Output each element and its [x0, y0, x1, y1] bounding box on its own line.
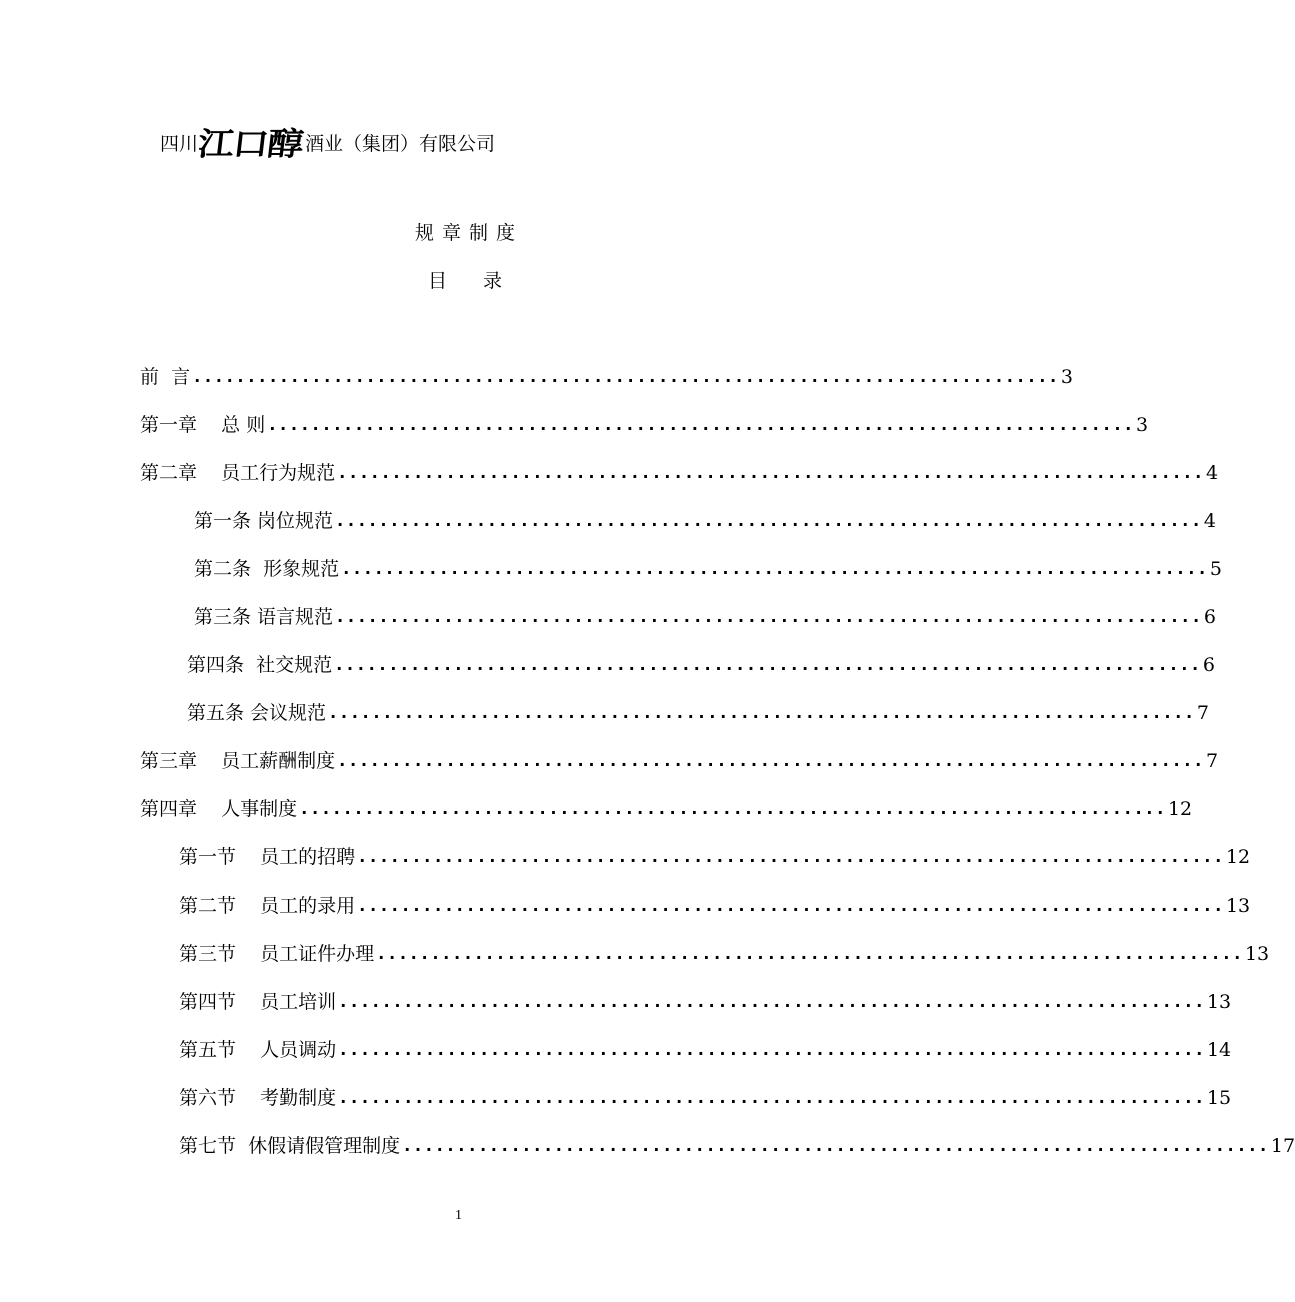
toc-entry[interactable] — [140, 746, 1219, 776]
toc-entry[interactable] — [140, 458, 1219, 488]
toc-entry-label: 第四节 员工培训 — [179, 991, 337, 1013]
toc-entry-page: 13 — [1244, 943, 1270, 965]
toc-entry-page: 14 — [1206, 1039, 1232, 1061]
toc-leader-dots: ................................................................................ — [334, 655, 1201, 675]
brand-logo: 江口醇 — [195, 125, 305, 163]
toc-entry-label: 前 言 — [140, 366, 191, 388]
toc-entry-page: 4 — [1203, 510, 1216, 532]
toc-heading: 目录 — [428, 270, 539, 292]
toc-entry-label: 第六节 考勤制度 — [179, 1087, 337, 1109]
toc-entry-page: 17 — [1270, 1135, 1295, 1157]
toc-entry[interactable] — [140, 794, 1193, 824]
toc-entry[interactable] — [179, 1035, 1232, 1065]
toc-leader-dots: ................................................................................ — [376, 944, 1243, 964]
company-prefix: 四川 — [160, 132, 199, 155]
toc-entry-label: 第三章 员工薪酬制度 — [140, 750, 336, 772]
toc-entry-label: 第一节 员工的招聘 — [179, 846, 356, 868]
toc-entry-page: 13 — [1225, 895, 1251, 917]
toc-entry-page: 3 — [1060, 366, 1073, 388]
toc-entry[interactable] — [179, 891, 1251, 921]
toc-entry-page: 12 — [1225, 846, 1251, 868]
toc-leader-dots: ................................................................................ — [402, 1136, 1269, 1156]
toc-entry-label: 第二节 员工的录用 — [179, 895, 356, 917]
toc-entry-page: 7 — [1205, 750, 1219, 772]
toc-leader-dots: ................................................................................ — [192, 367, 1059, 387]
toc-entry-page: 4 — [1205, 462, 1219, 484]
toc-leader-dots: ................................................................................ — [341, 559, 1208, 579]
toc-leader-dots: ................................................................................ — [357, 847, 1224, 867]
toc-entry-page: 15 — [1206, 1087, 1232, 1109]
toc-leader-dots: ................................................................................ — [338, 992, 1205, 1012]
toc-entry-label: 第四条 社交规范 — [187, 654, 333, 676]
toc-entry-page: 5 — [1209, 558, 1222, 580]
toc-entry-page: 3 — [1136, 414, 1149, 436]
toc-entry-page: 6 — [1202, 654, 1215, 676]
toc-leader-dots: ................................................................................ — [328, 703, 1195, 723]
toc-entry-label: 第三条 语言规范 — [194, 606, 334, 628]
toc-entry[interactable] — [194, 554, 1222, 584]
toc-entry-label: 第三节 员工证件办理 — [179, 943, 375, 965]
toc-entry[interactable] — [179, 939, 1270, 969]
toc-entry-label: 第一条 岗位规范 — [194, 510, 334, 532]
toc-entry[interactable] — [179, 1131, 1295, 1161]
company-suffix: 酒业（集团）有限公司 — [305, 132, 496, 155]
toc-leader-dots: ................................................................................ — [299, 799, 1166, 819]
toc-entry-page: 7 — [1196, 702, 1209, 724]
toc-leader-dots: ................................................................................ — [337, 463, 1204, 483]
toc-entry[interactable] — [179, 1083, 1232, 1113]
toc-entry-label: 第五条 会议规范 — [187, 702, 327, 724]
toc-entry-label: 第五节 人员调动 — [179, 1039, 337, 1061]
toc-entry-label: 第一章 总 则 — [140, 414, 266, 436]
toc-leader-dots: ................................................................................ — [357, 896, 1224, 916]
document-title: 规章制度 — [415, 222, 524, 244]
toc-leader-dots: ................................................................................ — [267, 415, 1134, 435]
toc-entry-label: 第二条 形象规范 — [194, 558, 340, 580]
toc-entry-page: 6 — [1203, 606, 1216, 628]
toc-entry-label: 第二章 员工行为规范 — [140, 462, 336, 484]
toc-entry-page: 13 — [1206, 991, 1232, 1013]
toc-entry[interactable] — [194, 602, 1216, 632]
toc-entry[interactable] — [187, 650, 1215, 680]
toc-entry[interactable] — [187, 698, 1209, 728]
toc-entry[interactable] — [140, 362, 1073, 392]
toc-leader-dots: ................................................................................ — [335, 607, 1202, 627]
toc-entry[interactable] — [179, 987, 1232, 1017]
toc-leader-dots: ................................................................................ — [338, 1088, 1205, 1108]
page-number: 1 — [455, 1208, 462, 1223]
toc-entry[interactable] — [179, 842, 1251, 872]
toc-entry[interactable] — [140, 410, 1149, 440]
toc-leader-dots: ................................................................................ — [338, 1040, 1205, 1060]
toc-entry-page: 12 — [1167, 798, 1193, 820]
toc-entry-label: 第七节 休假请假管理制度 — [179, 1135, 401, 1157]
toc-leader-dots: ................................................................................ — [335, 511, 1202, 531]
toc-leader-dots: ................................................................................ — [337, 751, 1204, 771]
toc-entry-label: 第四章 人事制度 — [140, 798, 298, 820]
toc-entry[interactable] — [194, 506, 1216, 536]
